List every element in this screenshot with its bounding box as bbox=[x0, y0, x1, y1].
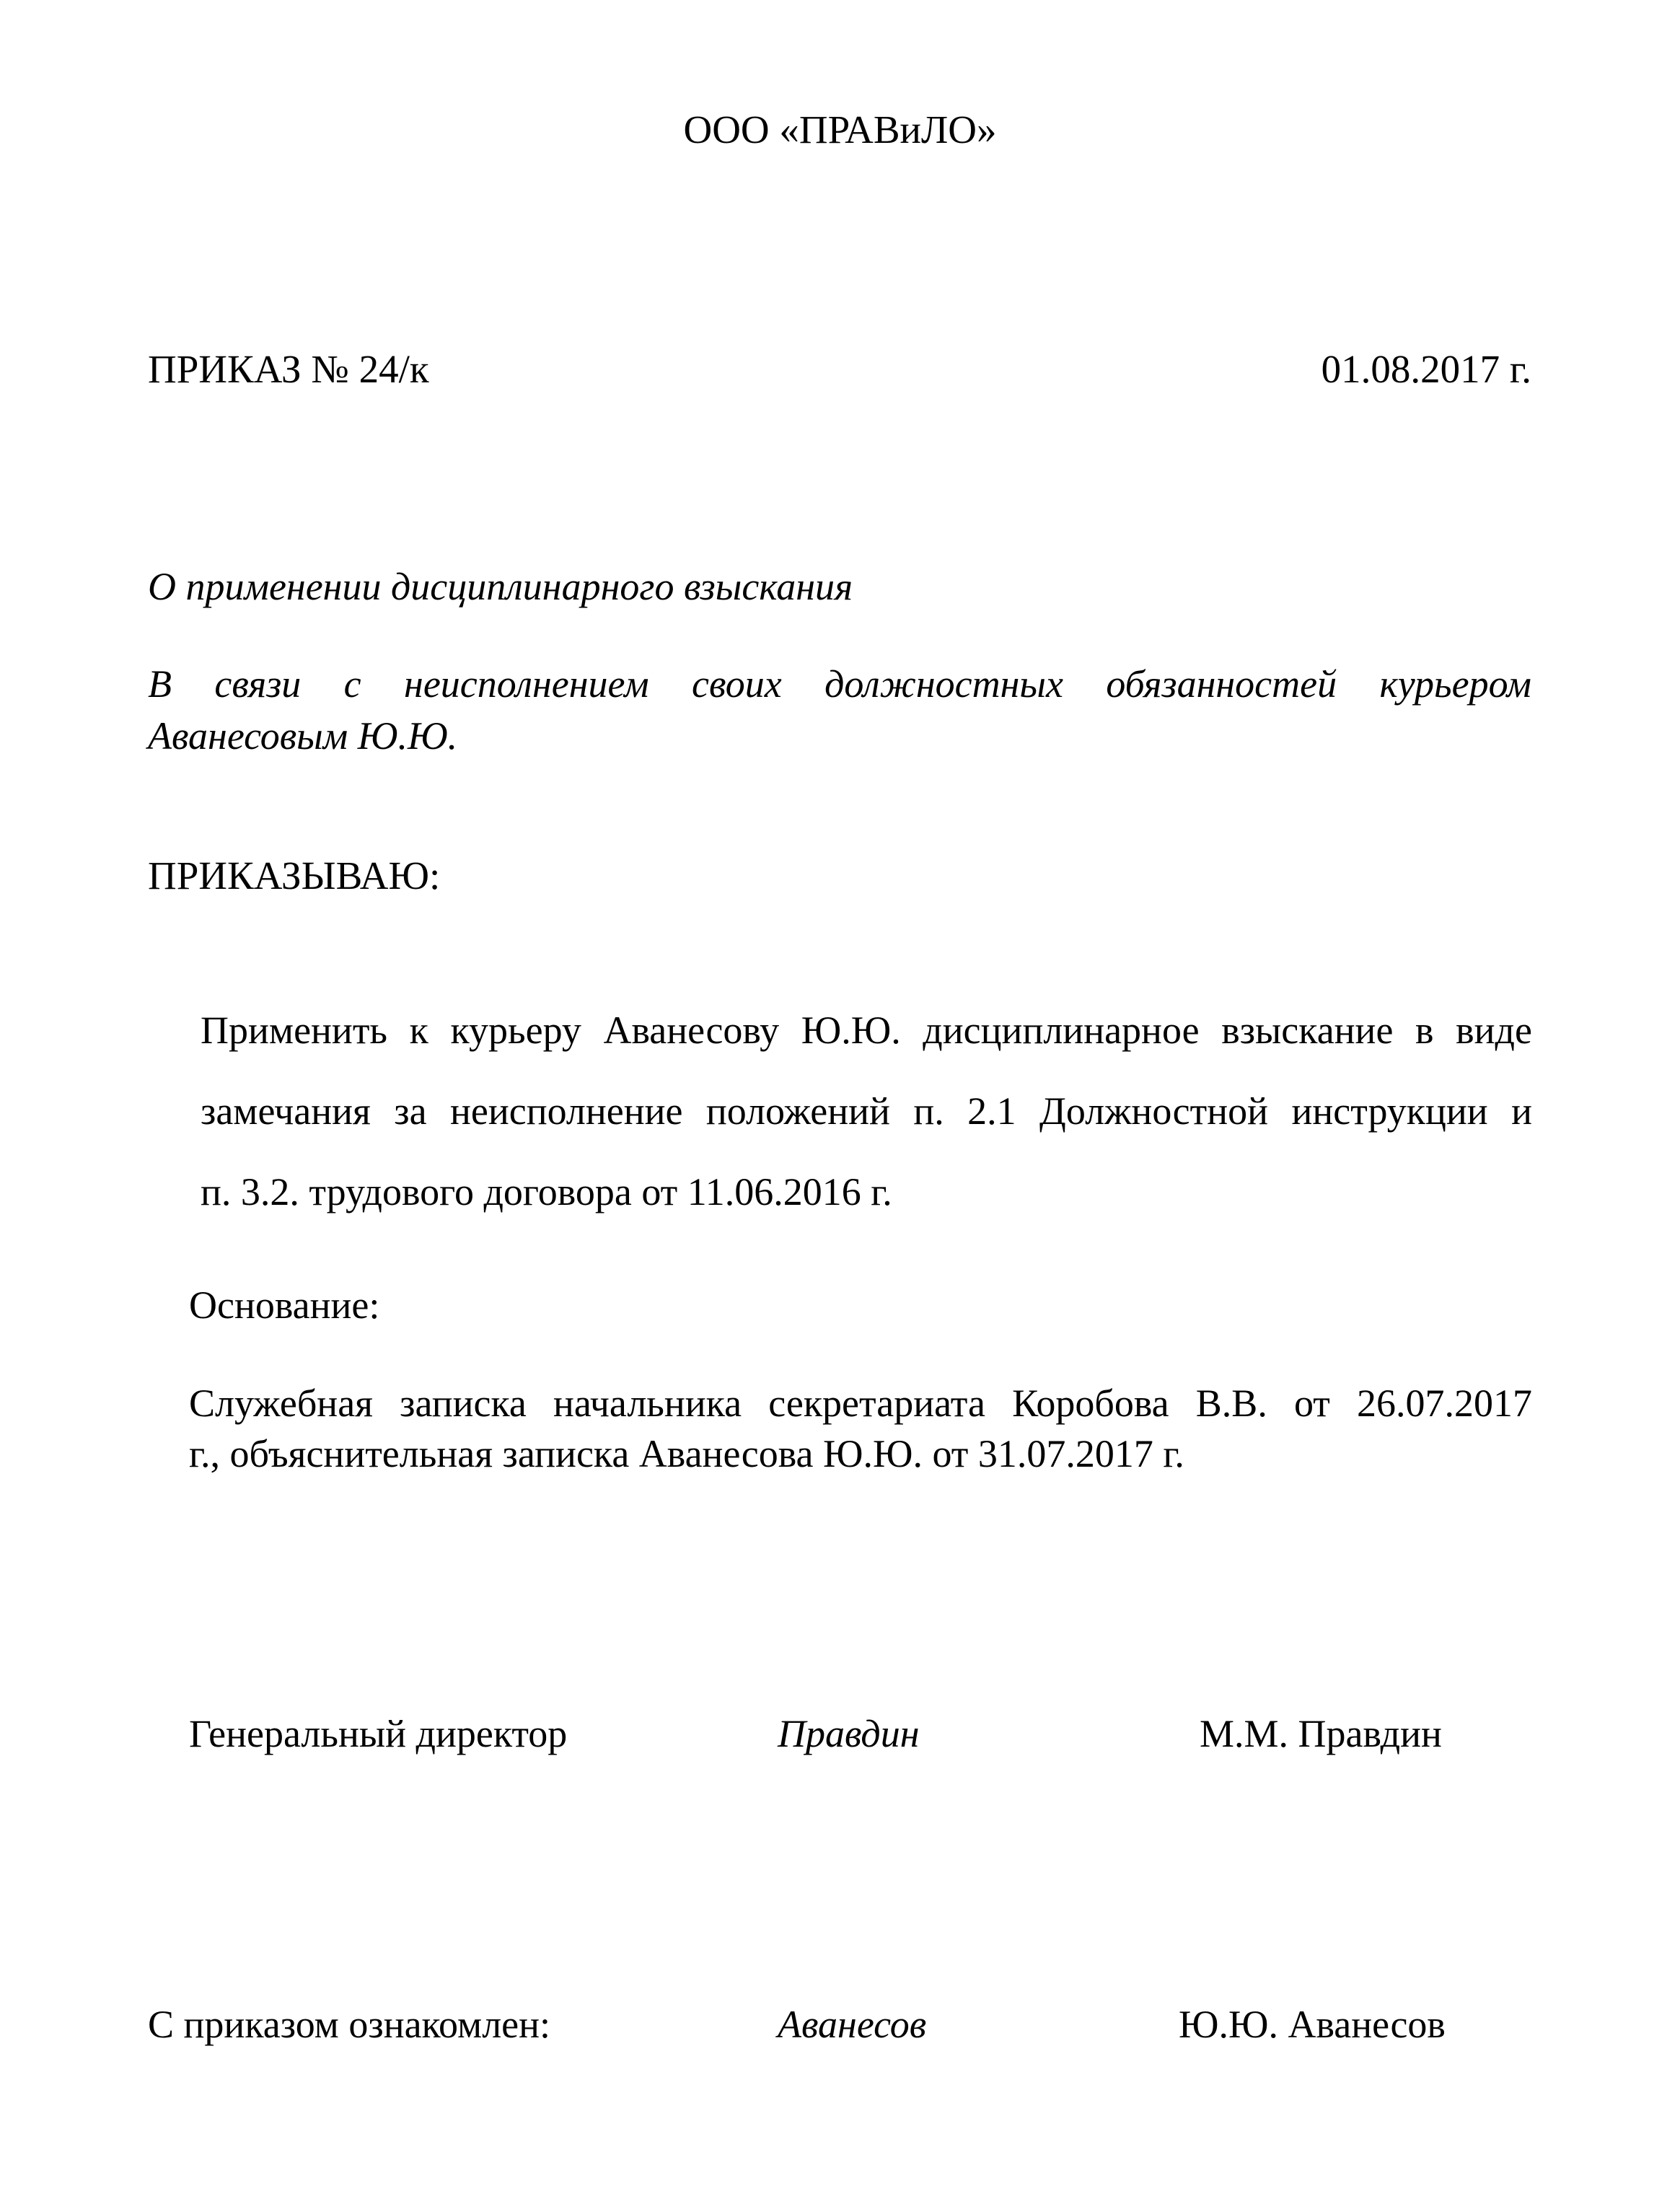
preamble-line-1: В связи с неисполнением своих должностных обязанностей курьером bbox=[148, 662, 1531, 706]
acknowledgement-signature: Аванесов bbox=[778, 2003, 927, 2046]
acknowledgement-name: Ю.Ю. Аванесов bbox=[1179, 2003, 1446, 2046]
order-date: 01.08.2017 г. bbox=[1321, 347, 1531, 391]
basis-text bbox=[189, 1378, 1532, 1479]
director-name: М.М. Правдин bbox=[1200, 1712, 1442, 1755]
director-signature: Правдин bbox=[778, 1712, 920, 1755]
director-position: Генеральный директор bbox=[189, 1712, 568, 1755]
order-preamble bbox=[148, 658, 1531, 762]
order-body-line-3: п. 3.2. трудового договора от 11.06.2016 г. bbox=[201, 1170, 892, 1213]
order-title: ПРИКАЗ № 24/к bbox=[148, 347, 429, 391]
order-body bbox=[201, 990, 1532, 1232]
acknowledgement-label: С приказом ознакомлен: bbox=[148, 2003, 551, 2046]
order-subject: О применении дисциплинарного взыскания bbox=[148, 565, 853, 608]
basis-label: Основание: bbox=[189, 1283, 380, 1327]
basis-line-1: Служебная записка начальника секретариата Коробова В.В. от 26.07.2017 bbox=[189, 1382, 1532, 1425]
organization-name: ООО «ПРАВиЛО» bbox=[683, 107, 997, 152]
preamble-line-2: Аванесовым Ю.Ю. bbox=[148, 714, 458, 758]
basis-line-2: г., объяснительная записка Аванесова Ю.Ю. от 31.07.2017 г. bbox=[189, 1432, 1184, 1475]
order-directive-heading: ПРИКАЗЫВАЮ: bbox=[148, 853, 441, 897]
order-body-line-1: Применить к курьеру Аванесову Ю.Ю. дисциплинарное взыскание в виде bbox=[201, 1009, 1532, 1052]
order-body-line-2: замечания за неисполнение положений п. 2.1 Должностной инструкции и bbox=[201, 1089, 1532, 1133]
